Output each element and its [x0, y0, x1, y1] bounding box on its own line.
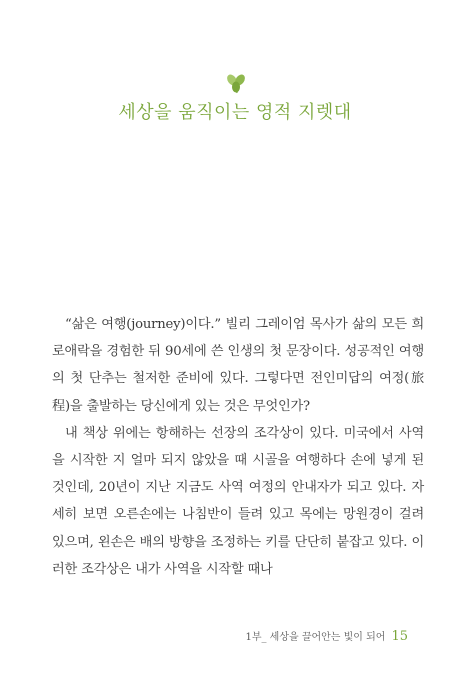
page-number: 15: [391, 629, 408, 644]
chapter-title: 세상을 움직이는 영적 지렛대: [118, 102, 352, 123]
leaf-clover-icon: [224, 72, 248, 94]
body-text: [52, 311, 424, 583]
paragraph: 내 책상 위에는 항해하는 선장의 조각상이 있다. 미국에서 사역을 시작한 지 얼마 되지 않았을 때 시골을 여행하다 손에 넣게 된 것인데, 20년이 지난 지금도 사역 여정의 안내자가 되고 있다. 자세히 보면 오른손에는 나침반이 들려 있고 목에는 망원경이 걸려 있으며, 왼손은 배의 방향을 조정하는 키를 단단히 붙잡고 있다. 이러한 조각상은 내가 사역을 시작할 때나: [52, 425, 424, 577]
running-footer: [245, 628, 408, 644]
section-label: 1부_ 세상을 끌어안는 빛이 되어: [245, 632, 386, 643]
paragraph: “삶은 여행(journey)이다.” 빌리 그레이엄 목사가 삶의 모든 희로애락을 경험한 뒤 90세에 쓴 인생의 첫 문장이다. 성공적인 여행의 첫 단추는 철저한 준비에 있다. 그렇다면 전인미답의 여정(旅程)을 출발하는 당신에게 있는 것은 무엇인가?: [52, 317, 424, 414]
